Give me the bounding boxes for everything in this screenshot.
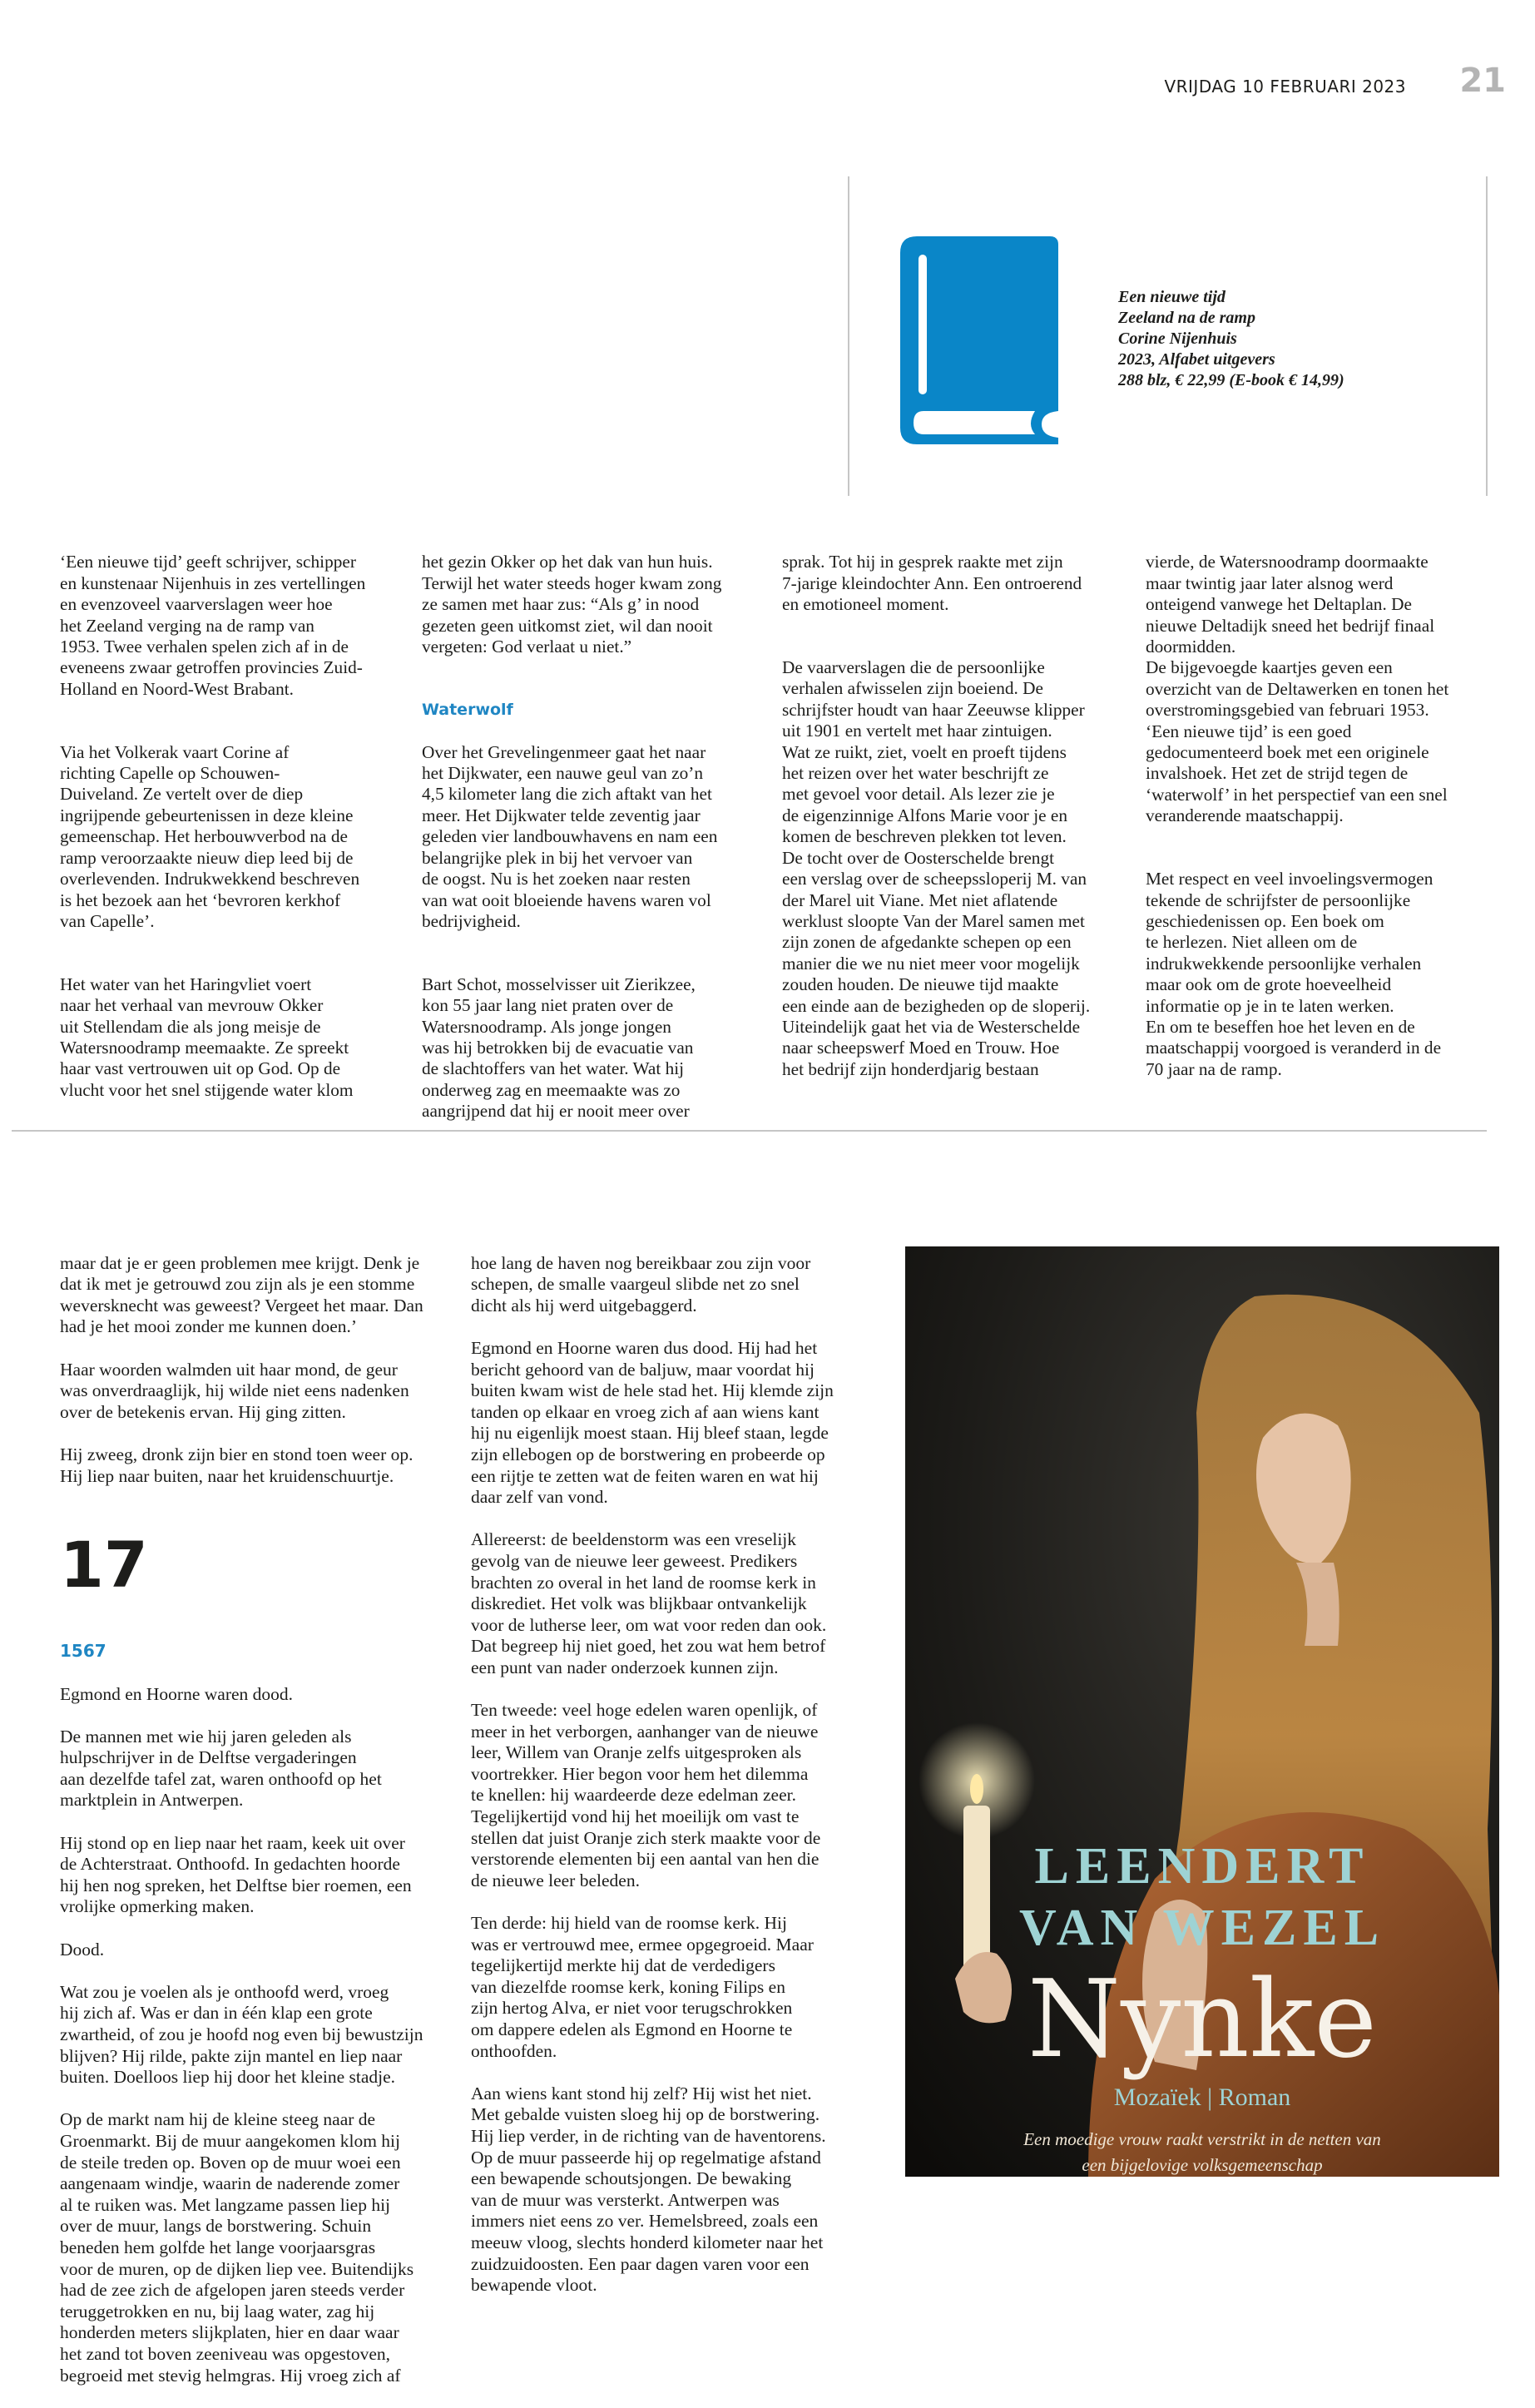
- review-paragraph: Over het Grevelingenmeer gaat het naar het Dijkwater, een nauwe geul van zo’n 4,5 kilometer lang die zich aftakt van het meer. Het Dijkwater telde zeventig jaar geleden vier landbouwhavens en nam een belangrijke plek in bij het vervoer van de oogst. Nu is het zoeken naar resten van wat ooit bloeiende havens waren vol bedrijvigheid.: [422, 741, 718, 931]
- story-paragraph: Wat zou je voelen als je onthoofd werd, vroeg hij zich af. Was er dan in één klap een grote zwartheid, of zou je hoofd nog even bij bewustzijn blijven? Hij rilde, pakte zijn mantel en liep naar buiten. Doelloos liep hij door het kleine stadje.: [60, 1981, 423, 2088]
- cover-title: Nynke: [1027, 1958, 1378, 2082]
- review-column-2: [422, 531, 771, 1164]
- review-column-1: [60, 531, 409, 1143]
- book-icon: [900, 236, 1067, 444]
- story-column-2: [471, 1231, 895, 2317]
- review-column-3: [782, 531, 1131, 1122]
- story-paragraph: Op de markt nam hij de kleine steeg naar de Groenmarkt. Bij de muur aangekomen klom hij de steile treden op. Boven op de muur woei een aangenaam windje, waarin de naderende zomer al te ruiken was. Met langzame passen liep hij over de muur, langs de borstwering. Schuin beneden hem golfde het lange voorjaarsgras voor de muren, op de dijken liep vee. Buitendijks had de zee zich de afgelopen jaren steeds verder teruggetrokken en nu, bij laag water, zag hij honderden meters slijkplaten, hier en daar waar het zand tot boven zeeniveau was opgestoven, begroeid met stevig helmgras. Hij vroeg zich af: [60, 2109, 414, 2386]
- chapter-number: 17: [60, 1527, 148, 1602]
- cover-tagline-line1: Een moedige vrouw raakt verstrikt in de netten van: [1023, 2129, 1381, 2149]
- story-paragraph: Hij stond op en liep naar het raam, keek uit over de Achterstraat. Onthoofd. In gedachten hoorde hij hen nog spreken, het Delftse bier roemen, een vrolijke opmerking maken.: [60, 1832, 412, 1917]
- issue-date: VRIJDAG 10 FEBRUARI 2023: [1164, 77, 1406, 97]
- book-title: Een nieuwe tijd: [1118, 288, 1226, 306]
- story-paragraph: Aan wiens kant stond hij zelf? Hij wist het niet. Met gebalde vuisten sloeg hij op de borstwering. Hij liep verder, in de richting van de haventorens. Op de muur passeerde hij op regelmatige afstand een bewapende schoutsjongen. De bewaking van de muur was versterkt. Antwerpen was immers niet eens zo ver. Hemelsbreed, zoals een meeuw vloog, slechts honderd kilometer naar het zuidzuidoosten. Een paar dagen varen voor een bewapende vloot.: [471, 2083, 826, 2296]
- review-paragraph: vierde, de Watersnoodramp doormaakte maar twintig jaar later alsnog werd onteigend vanwege het Deltaplan. De nieuwe Deltadijk sneed het bedrijf finaal doormidden. De bijgevoegde kaartjes geven een overzicht van de Deltawerken en tonen het overstromingsgebied van februari 1953. ‘Een nieuwe tijd’ is een goed gedocumenteerd boek met een originele invalshoek. Het zet de strijd tegen de ‘waterwolf’ in het perspectief van een snel veranderende maatschappij.: [1146, 552, 1449, 826]
- book-subtitle: Zeeland na de ramp: [1118, 309, 1255, 327]
- book-price: 288 blz, € 22,99 (E-book € 14,99): [1118, 371, 1344, 389]
- book-info: [1118, 287, 1451, 391]
- book-cover: [905, 1246, 1499, 2177]
- review-paragraph: ‘Een nieuwe tijd’ geeft schrijver, schipper en kunstenaar Nijenhuis in zes vertellingen en evenzoveel vaarverslagen weer hoe het Zeeland verging na de ramp van 1953. Twee verhalen spelen zich af in de eveneens zwaar getroffen provincies Zuid- Holland en Noord-West Brabant.: [60, 552, 366, 699]
- divider-right: [1486, 176, 1488, 496]
- cover-tagline-line2: een bijgelovige volksgemeenschap: [1082, 2155, 1323, 2175]
- review-paragraph: Bart Schot, mosselvisser uit Zierikzee, kon 55 jaar lang niet praten over de Watersnoodramp. Als jonge jongen was hij betrokken bij de evacuatie van de slachtoffers van het water. Wat hij onderweg zag en meemaakte was zo aangrijpend dat hij er nooit meer over: [422, 974, 696, 1122]
- story-column-1: [60, 1231, 476, 2408]
- story-paragraph: Egmond en Hoorne waren dood.: [60, 1683, 294, 1704]
- review-paragraph: Het water van het Haringvliet voert naar het verhaal van mevrouw Okker uit Stellendam die als jong meisje de Watersnoodramp meemaakte. Ze spreekt haar vast vertrouwen uit op God. Op de vlucht voor het snel stijgende water klom: [60, 974, 354, 1100]
- story-paragraph: Egmond en Hoorne waren dus dood. Hij had het bericht gehoord van de baljuw, maar voordat hij buiten kwam wist de hele stad het. Hij klemde zijn tanden op elkaar en vroeg zich af aan wiens kant hij nu eigenlijk moest staan. Hij bleef staan, legde zijn ellebogen op de borstwering en probeerde op een rijtje te zetten wat de feiten waren en wat hij daar zelf van vond.: [471, 1337, 834, 1508]
- review-paragraph: het gezin Okker op het dak van hun huis. Terwijl het water steeds hoger kwam zong ze samen met haar zus: “Als g’ in nood gezeten geen uitkomst ziet, wil dan nooit vergeten: God verlaat u niet.”: [422, 552, 722, 657]
- review-column-4: [1146, 531, 1495, 1122]
- review-paragraph: Met respect en veel invoelingsvermogen tekende de schrijfster de persoonlijke geschiedenissen op. Een boek om te herlezen. Niet alleen om de indrukwekkende persoonlijke verhalen maar ook om de grote hoeveelheid informatie op je in te laten werken. En om te beseffen hoe het leven en de maatschappij voorgoed is veranderd in de 70 jaar na de ramp.: [1146, 869, 1442, 1079]
- cover-author-line2: VAN WEZEL: [1018, 1900, 1386, 1956]
- story-paragraph: Dood.: [60, 1939, 105, 1960]
- story-paragraph: Ten derde: hij hield van de roomse kerk. Hij was er vertrouwd mee, ermee opgegroeid. Maar tegelijkertijd merkte hij dat de verdedigers van diezelfde roomse kerk, koning Filips en zijn hertog Alva, er niet voor terugschrokken om dappere edelen als Egmond en Hoorne te onthoofden.: [471, 1913, 814, 2061]
- story-paragraph: maar dat je er geen problemen mee krijgt. Denk je dat ik met je getrouwd zou zijn als je een stomme weversknecht was geweest? Vergeet het maar. Dan had je het mooi zonder me kunnen doen.’: [60, 1252, 423, 1337]
- story-paragraph: Allereerst: de beeldenstorm was een vreselijk gevolg van de nieuwe leer geweest. Predikers brachten zo overal in het land de roomse kerk in diskrediet. Het volk was blijkbaar ontvankelijk voor de lutherse leer, om wat voor reden dan ook. Dat begreep hij niet goed, het zou wat hem betrof een punt van nader onderzoek kunnen zijn.: [471, 1529, 827, 1677]
- book-author: Corine Nijenhuis: [1118, 329, 1237, 348]
- story-paragraph: Hij zweeg, dronk zijn bier en stond toen weer op. Hij liep naar buiten, naar het kruidenschuurtje.: [60, 1444, 413, 1486]
- book-publisher: 2023, Alfabet uitgevers: [1118, 350, 1275, 369]
- divider-left: [848, 176, 849, 496]
- review-paragraph: De vaarverslagen die de persoonlijke verhalen afwisselen zijn boeiend. De schrijfster houdt van haar Zeeuwse klipper uit 1901 en vertelt met haar zintuigen. Wat ze ruikt, ziet, voelt en proeft tijdens het reizen over het water beschrijft ze met gevoel voor detail. Als lezer zie je de eigenzinnige Alfons Marie voor je en komen de beschreven plekken tot leven. De tocht over de Oosterschelde brengt een verslag over de scheepssloperij M. van der Marel uit Viane. Met niet aflatende werklust sloopte Van der Marel samen met zijn zonen de afgedankte schepen op een manier die we nu niet meer voor mogelijk zouden houden. De nieuwe tijd maakte een einde aan de bezigheden op de sloperij. Uiteindelijk gaat het via de Westerschelde naar scheepswerf Moed en Trouw. Hoe het bedrijf zijn honderdjarig bestaan: [782, 657, 1091, 1079]
- cover-publisher: Mozaïek | Roman: [1113, 2083, 1291, 2111]
- story-paragraph: De mannen met wie hij jaren geleden als hulpschrijver in de Delftse vergaderingen aan dezelfde tafel zat, waren onthoofd op het marktplein in Antwerpen.: [60, 1726, 382, 1811]
- cover-author-line1: LEENDERT: [1034, 1838, 1370, 1895]
- chapter-year: 1567: [60, 1641, 106, 1662]
- page-number: 21: [1459, 62, 1506, 100]
- review-paragraph: sprak. Tot hij in gesprek raakte met zijn 7-jarige kleindochter Ann. Een ontroerend en emotioneel moment.: [782, 552, 1082, 615]
- story-paragraph: hoe lang de haven nog bereikbaar zou zijn voor schepen, de smalle vaargeul slibde net zo snel dicht als hij werd uitgebaggerd.: [471, 1252, 811, 1315]
- story-paragraph: Ten tweede: veel hoge edelen waren openlijk, of meer in het verborgen, aanhanger van de nieuwe leer, Willem van Oranje zelfs uitgesproken als voortrekker. Hier begon voor hem het dilemma te knellen: hij waardeerde deze edelman zeer. Tegelijkertijd vond hij het moeilijk om vast te stellen dat juist Oranje zich sterk maakte voor de verstorende elementen bij een aantal van hen die de nieuwe leer beleden.: [471, 1700, 821, 1890]
- review-paragraph: Via het Volkerak vaart Corine af richting Capelle op Schouwen- Duiveland. Ze vertelt over de diep ingrijpende gebeurtenissen in deze kleine gemeenschap. Het herbouwverbod na de ramp veroorzaakte nieuw diep leed bij de overlevenden. Indrukwekkend beschreven is het bezoek aan het ‘bevroren kerkhof van Capelle’.: [60, 741, 360, 931]
- story-paragraph: Haar woorden walmden uit haar mond, de geur was onverdraaglijk, hij wilde niet eens nadenken over de betekenis ervan. Hij ging zitten.: [60, 1359, 409, 1422]
- review-subheading: Waterwolf: [422, 700, 513, 719]
